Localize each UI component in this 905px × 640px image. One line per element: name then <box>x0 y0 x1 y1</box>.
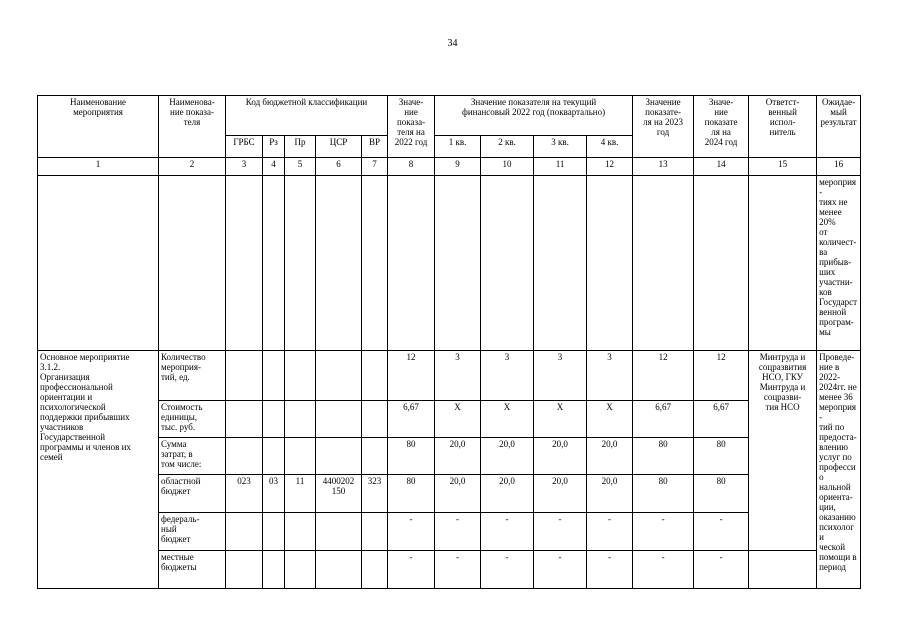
cell-q3: - <box>534 551 587 589</box>
cell-v2022: - <box>388 551 435 589</box>
column-number-row <box>38 158 861 176</box>
indicator-cell: местные бюджеты <box>159 551 226 589</box>
cell-grbs <box>226 401 263 438</box>
column-number: 2 <box>159 158 226 176</box>
cell-v2022: 80 <box>388 475 435 513</box>
page-number: 34 <box>447 38 458 49</box>
header-vr: ВР <box>362 136 388 158</box>
cell-csr <box>316 351 362 401</box>
column-number: 13 <box>633 158 694 176</box>
column-number: 3 <box>226 158 263 176</box>
column-number: 9 <box>435 158 481 176</box>
cell-pr <box>285 513 316 551</box>
cell-q2: Х <box>481 401 534 438</box>
header-q4: 4 кв. <box>587 136 633 158</box>
cell-grbs <box>226 551 263 589</box>
column-number: 12 <box>587 158 633 176</box>
cell-v2023: - <box>633 551 694 589</box>
cell-rz <box>263 551 285 589</box>
column-number: 8 <box>388 158 435 176</box>
cell-q2: 20,0 <box>481 438 534 475</box>
indicator-cell: областной бюджет <box>159 475 226 513</box>
column-number: 6 <box>316 158 362 176</box>
header-pr: Пр <box>285 136 316 158</box>
continued-result: мероприя- тиях не менее 20% от количест- ва прибыв- ших участни- ков Государст венной програм- мы <box>817 176 861 351</box>
cell-v2022: 12 <box>388 351 435 401</box>
cell-q4: Х <box>587 401 633 438</box>
cell-csr <box>316 401 362 438</box>
table-row <box>38 475 861 513</box>
cell-vr: 323 <box>362 475 388 513</box>
cell-v2024: 80 <box>694 475 749 513</box>
header-q3: 3 кв. <box>534 136 587 158</box>
header-value-2022: Значе- ние показа- теля на 2022 год <box>388 96 435 158</box>
cell-v2023: 80 <box>633 438 694 475</box>
cell-q3: Х <box>534 401 587 438</box>
cell-q2: 3 <box>481 351 534 401</box>
cell-q1: 20,0 <box>435 438 481 475</box>
cell-csr: 4400202 150 <box>316 475 362 513</box>
header-q2: 2 кв. <box>481 136 534 158</box>
cell-v2024: - <box>694 551 749 589</box>
cell-q1: Х <box>435 401 481 438</box>
cell-q1: - <box>435 513 481 551</box>
cell-q4: 20,0 <box>587 438 633 475</box>
header-responsible: Ответст- венный испол- нитель <box>749 96 817 158</box>
cell-v2023: 12 <box>633 351 694 401</box>
cell-v2022: 6,67 <box>388 401 435 438</box>
column-number: 11 <box>534 158 587 176</box>
cell-grbs: 023 <box>226 475 263 513</box>
cell-pr <box>285 438 316 475</box>
cell-v2024: 6,67 <box>694 401 749 438</box>
column-number: 5 <box>285 158 316 176</box>
cell-pr: 11 <box>285 475 316 513</box>
cell-v2023: 80 <box>633 475 694 513</box>
cell-q4: - <box>587 551 633 589</box>
cell-v2022: - <box>388 513 435 551</box>
cell-vr <box>362 513 388 551</box>
cell-vr <box>362 438 388 475</box>
cell-vr <box>362 351 388 401</box>
column-number: 4 <box>263 158 285 176</box>
column-number: 15 <box>749 158 817 176</box>
cell-q4: 3 <box>587 351 633 401</box>
cell-csr <box>316 513 362 551</box>
cell-rz <box>263 438 285 475</box>
cell-q2: - <box>481 513 534 551</box>
header-value-2023: Значение показате- ля на 2023 год <box>633 96 694 158</box>
indicator-cell: федераль- ный бюджет <box>159 513 226 551</box>
cell-vr <box>362 401 388 438</box>
cell-q2: 20,0 <box>481 475 534 513</box>
table-row <box>38 438 861 475</box>
cell-v2023: 6,67 <box>633 401 694 438</box>
cell-csr <box>316 438 362 475</box>
result-cell: Проведе- ние в 2022- 2024гг. не менее 36 мероприя- тий по предоста- влению услуг по профессио нальной ориента- ции, оказанию психологи ческой помощи в период <box>817 351 861 589</box>
column-number: 10 <box>481 158 534 176</box>
header-value-2024: Значе- ние показате ля на 2024 год <box>694 96 749 158</box>
cell-grbs <box>226 438 263 475</box>
responsible-empty-cell <box>749 551 817 589</box>
cell-q4: 20,0 <box>587 475 633 513</box>
header-quarterly: Значение показателя на текущий финансовый 2022 год (поквартально) <box>435 96 633 136</box>
cell-q2: - <box>481 551 534 589</box>
cell-vr <box>362 551 388 589</box>
indicator-cell: Сумма затрат, в том числе: <box>159 438 226 475</box>
table-row <box>38 513 861 551</box>
column-number: 1 <box>38 158 159 176</box>
table-row <box>38 551 861 589</box>
budget-table <box>37 95 861 589</box>
cell-q1: 20,0 <box>435 475 481 513</box>
header-indicator: Наименова- ние показа- теля <box>159 96 226 158</box>
header-q1: 1 кв. <box>435 136 481 158</box>
cell-q4: - <box>587 513 633 551</box>
indicator-cell: Количество мероприя- тий, ед. <box>159 351 226 401</box>
cell-v2024: - <box>694 513 749 551</box>
cell-q3: 20,0 <box>534 438 587 475</box>
cell-csr <box>316 551 362 589</box>
cell-v2023: - <box>633 513 694 551</box>
responsible-cell: Минтруда и соцразвития НСО, ГКУ Минтруда и соцразви- тия НСО <box>749 351 817 551</box>
table-row <box>38 401 861 438</box>
cell-pr <box>285 401 316 438</box>
header-rz: Рз <box>263 136 285 158</box>
cell-q3: 20,0 <box>534 475 587 513</box>
cell-pr <box>285 351 316 401</box>
cell-rz <box>263 351 285 401</box>
cell-q1: - <box>435 551 481 589</box>
cell-q1: 3 <box>435 351 481 401</box>
cell-grbs <box>226 351 263 401</box>
column-number: 14 <box>694 158 749 176</box>
continued-row <box>38 176 861 351</box>
header-grbs: ГРБС <box>226 136 263 158</box>
header-budget-code: Код бюджетной классификации <box>226 96 388 136</box>
cell-v2024: 12 <box>694 351 749 401</box>
cell-rz: 03 <box>263 475 285 513</box>
cell-v2022: 80 <box>388 438 435 475</box>
header-csr: ЦСР <box>316 136 362 158</box>
header-event: Наименование мероприятия <box>38 96 159 158</box>
event-name: Основное мероприятие 3.1.2. Организация профессиональной ориентации и психологической поддержки прибывших участников Государственной программы и членов их семей <box>38 351 159 589</box>
column-number: 7 <box>362 158 388 176</box>
cell-q3: - <box>534 513 587 551</box>
cell-grbs <box>226 513 263 551</box>
cell-v2024: 80 <box>694 438 749 475</box>
header-result: Ожидае- мый результат <box>817 96 861 158</box>
cell-q3: 3 <box>534 351 587 401</box>
indicator-cell: Стоимость единицы, тыс. руб. <box>159 401 226 438</box>
table-row <box>38 351 861 401</box>
cell-rz <box>263 513 285 551</box>
cell-rz <box>263 401 285 438</box>
cell-pr <box>285 551 316 589</box>
column-number: 16 <box>817 158 861 176</box>
